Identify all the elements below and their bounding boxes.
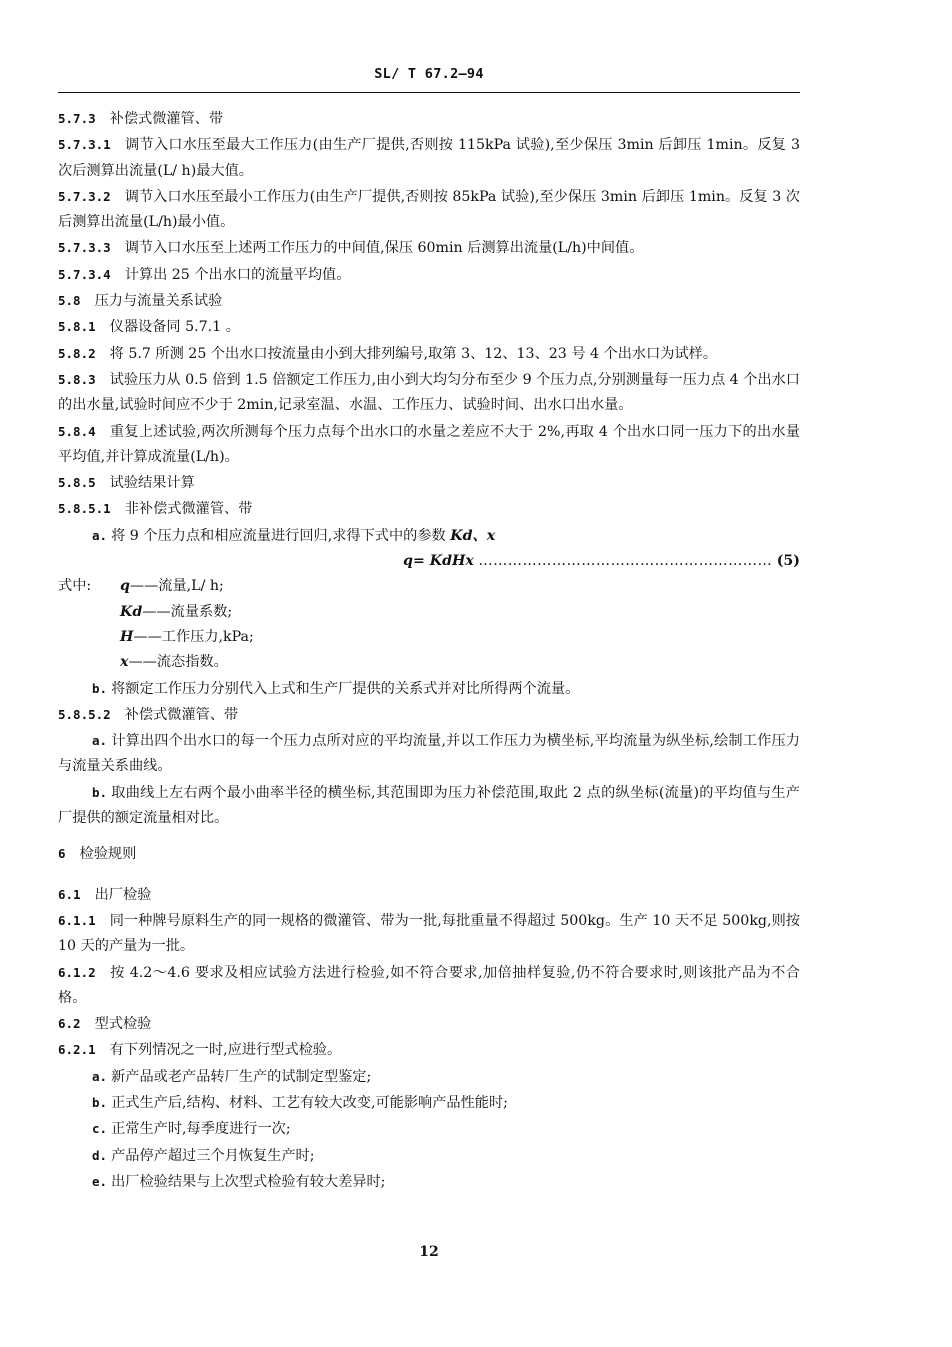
list-text: 计算出四个出水口的每一个压力点所对应的平均流量,并以工作压力为横坐标,平均流量为纵坐标,绘制工作压力与流量关系曲线。 (58, 733, 800, 775)
clause-5-7-3-3 (58, 235, 800, 261)
clause-5-8-1 (58, 314, 800, 340)
clause-6-2-1 (58, 1037, 800, 1063)
clause-number: 5.7.3.3 (58, 240, 111, 256)
list-text: 将额定工作压力分别代入上式和生产厂提供的关系式并对比所得两个流量。 (111, 680, 580, 697)
symbol-definition: ——流量,L/ h; (129, 578, 224, 595)
symbol-h: H (120, 628, 134, 645)
section-6-heading (58, 841, 800, 867)
clause-number: 5.7.3.4 (58, 266, 111, 282)
clause-text: 调节入口水压至最小工作压力(由生产厂提供,否则按 85kPa 试验),至少保压 3min 后卸压 1min。反复 3 次后测算出流量(L/h)最小值。 (58, 188, 800, 231)
clause-number: 5.8.5.1 (58, 501, 111, 517)
clause-5-8 (58, 288, 800, 314)
where-row-x (58, 650, 800, 675)
list-item-b-compare (58, 676, 800, 702)
formula-expression: q= KdHx (403, 553, 474, 570)
clause-text: 仪器设备同 5.7.1 。 (109, 319, 240, 336)
list-label: b. (92, 784, 108, 800)
clause-5-7-3 (58, 106, 800, 132)
list-item-e (58, 1169, 800, 1195)
clause-5-7-3-4 (58, 262, 800, 288)
list-label: b. (92, 1094, 108, 1110)
clause-6-1-1 (58, 908, 800, 960)
clause-5-7-3-2 (58, 184, 800, 236)
clause-number: 5.8.1 (58, 319, 96, 335)
clause-text: 有下列情况之一时,应进行型式检验。 (109, 1042, 342, 1059)
clause-6-1-2 (58, 960, 800, 1012)
section-number: 6 (58, 846, 66, 862)
list-text: 产品停产超过三个月恢复生产时; (111, 1147, 315, 1164)
list-label: a. (92, 1068, 108, 1084)
where-lead: 式中: (58, 578, 92, 595)
list-item-b (58, 1090, 800, 1116)
clause-text: 计算出 25 个出水口的流量平均值。 (124, 266, 351, 283)
list-label: a. (92, 527, 108, 543)
list-label: e. (92, 1173, 108, 1189)
list-item-b-range (58, 780, 800, 832)
clause-text: 型式检验 (94, 1016, 152, 1033)
where-row-kd (58, 600, 800, 625)
clause-text: 同一种牌号原料生产的同一规格的微灌管、带为一批,每批重量不得超过 500kg。生产 10 天不足 500kg,则按 10 天的产量为一批。 (58, 912, 800, 955)
clause-5-8-3 (58, 367, 800, 419)
list-label: b. (92, 680, 108, 696)
clause-number: 5.8.5 (58, 475, 96, 491)
formula-number: (5) (776, 553, 800, 570)
clause-5-7-3-1 (58, 132, 800, 184)
clause-text: 重复上述试验,两次所测每个压力点每个出水口的水量之差应不大于 2%,再取 4 个出水口同一压力下的出水量平均值,并计算成流量(L/h)。 (58, 423, 800, 465)
clause-number: 5.8 (58, 293, 81, 309)
clause-number: 5.8.3 (58, 371, 96, 387)
parameter-symbols: Kd、x (450, 527, 496, 544)
clause-5-8-2 (58, 341, 800, 367)
clause-text: 补偿式微灌管、带 (109, 111, 224, 127)
clause-number: 6.1.2 (58, 964, 96, 980)
clause-number: 6.2.1 (58, 1042, 96, 1058)
clause-6-2 (58, 1011, 800, 1037)
symbol-definition: ——工作压力,kPa; (133, 628, 254, 645)
clause-5-8-5-1 (58, 496, 800, 522)
spacer (58, 831, 800, 841)
list-text: 将 9 个压力点和相应流量进行回归,求得下式中的参数 (111, 527, 451, 544)
where-row-h (58, 625, 800, 650)
symbol-kd: Kd (120, 603, 143, 620)
clause-number: 6.1 (58, 886, 81, 902)
symbol-definition: ——流态指数。 (128, 654, 228, 671)
list-text: 正常生产时,每季度进行一次; (111, 1121, 291, 1138)
symbol-x: x (120, 654, 129, 671)
clause-5-8-5-2 (58, 702, 800, 728)
list-item-d (58, 1143, 800, 1169)
list-item-a-regression (58, 523, 800, 549)
clause-text: 压力与流量关系试验 (94, 293, 223, 310)
list-label: a. (92, 733, 108, 749)
clause-text: 试验压力从 0.5 倍到 1.5 倍额定工作压力,由小到大均匀分布至少 9 个压力点,分别测量每一压力点 4 个出水口的出水量,试验时间应不少于 2min,记录室温、水温、工作压力、试验时间、出水口出水量。 (58, 371, 800, 414)
clause-number: 6.2 (58, 1016, 81, 1032)
clause-5-8-5 (58, 470, 800, 496)
page-number: 12 (419, 1244, 439, 1260)
standard-code-header: SL/ T 67.2—94 (374, 66, 484, 82)
list-text: 取曲线上左右两个最小曲率半径的横坐标,其范围即为压力补偿范围,取此 2 点的纵坐标(流量)的平均值与生产厂提供的额定流量相对比。 (58, 784, 800, 827)
document-body (58, 106, 800, 1195)
clause-number: 6.1.1 (58, 912, 96, 928)
clause-number: 5.7.3.1 (58, 137, 111, 153)
clause-number: 5.7.3 (58, 111, 96, 126)
symbol-q: q (120, 578, 130, 595)
list-label: c. (92, 1121, 108, 1137)
list-text: 正式生产后,结构、材料、工艺有较大改变,可能影响产品性能时; (111, 1094, 508, 1111)
clause-5-8-4 (58, 419, 800, 471)
clause-text: 调节入口水压至最大工作压力(由生产厂提供,否则按 115kPa 试验),至少保压 3min 后卸压 1min。反复 3 次后测算出流量(L/ h)最大值。 (58, 137, 800, 179)
symbol-definition: ——流量系数; (142, 603, 233, 620)
list-text: 出厂检验结果与上次型式检验有较大差异时; (111, 1173, 386, 1190)
clause-text: 按 4.2～4.6 要求及相应试验方法进行检验,如不符合要求,加倍抽样复验,仍不符合要求时,则该批产品为不合格。 (58, 964, 800, 1006)
clause-number: 5.8.4 (58, 423, 96, 439)
clause-number: 5.7.3.2 (58, 188, 111, 204)
clause-text: 非补偿式微灌管、带 (124, 501, 253, 518)
list-item-a (58, 1064, 800, 1090)
formula-leader-dots: …………………………………………………… (478, 553, 773, 570)
list-item-c (58, 1116, 800, 1142)
clause-text: 出厂检验 (94, 886, 152, 903)
header-rule (58, 92, 800, 93)
clause-number: 5.8.2 (58, 345, 96, 361)
list-label: d. (92, 1147, 108, 1163)
spacer (58, 868, 800, 882)
clause-text: 补偿式微灌管、带 (124, 706, 239, 723)
list-item-a-curve (58, 728, 800, 780)
clause-text: 调节入口水压至上述两工作压力的中间值,保压 60min 后测算出流量(L/h)中间值。 (124, 240, 644, 257)
section-title: 检验规则 (79, 846, 137, 863)
clause-text: 试验结果计算 (109, 475, 195, 492)
list-text: 新产品或老产品转厂生产的试制定型鉴定; (111, 1068, 372, 1085)
formula-5 (58, 549, 800, 574)
clause-number: 5.8.5.2 (58, 706, 111, 722)
clause-text: 将 5.7 所测 25 个出水口按流量由小到大排列编号,取第 3、12、13、23 号 4 个出水口为试样。 (109, 345, 718, 362)
where-row-q (58, 574, 800, 599)
clause-6-1 (58, 882, 800, 908)
